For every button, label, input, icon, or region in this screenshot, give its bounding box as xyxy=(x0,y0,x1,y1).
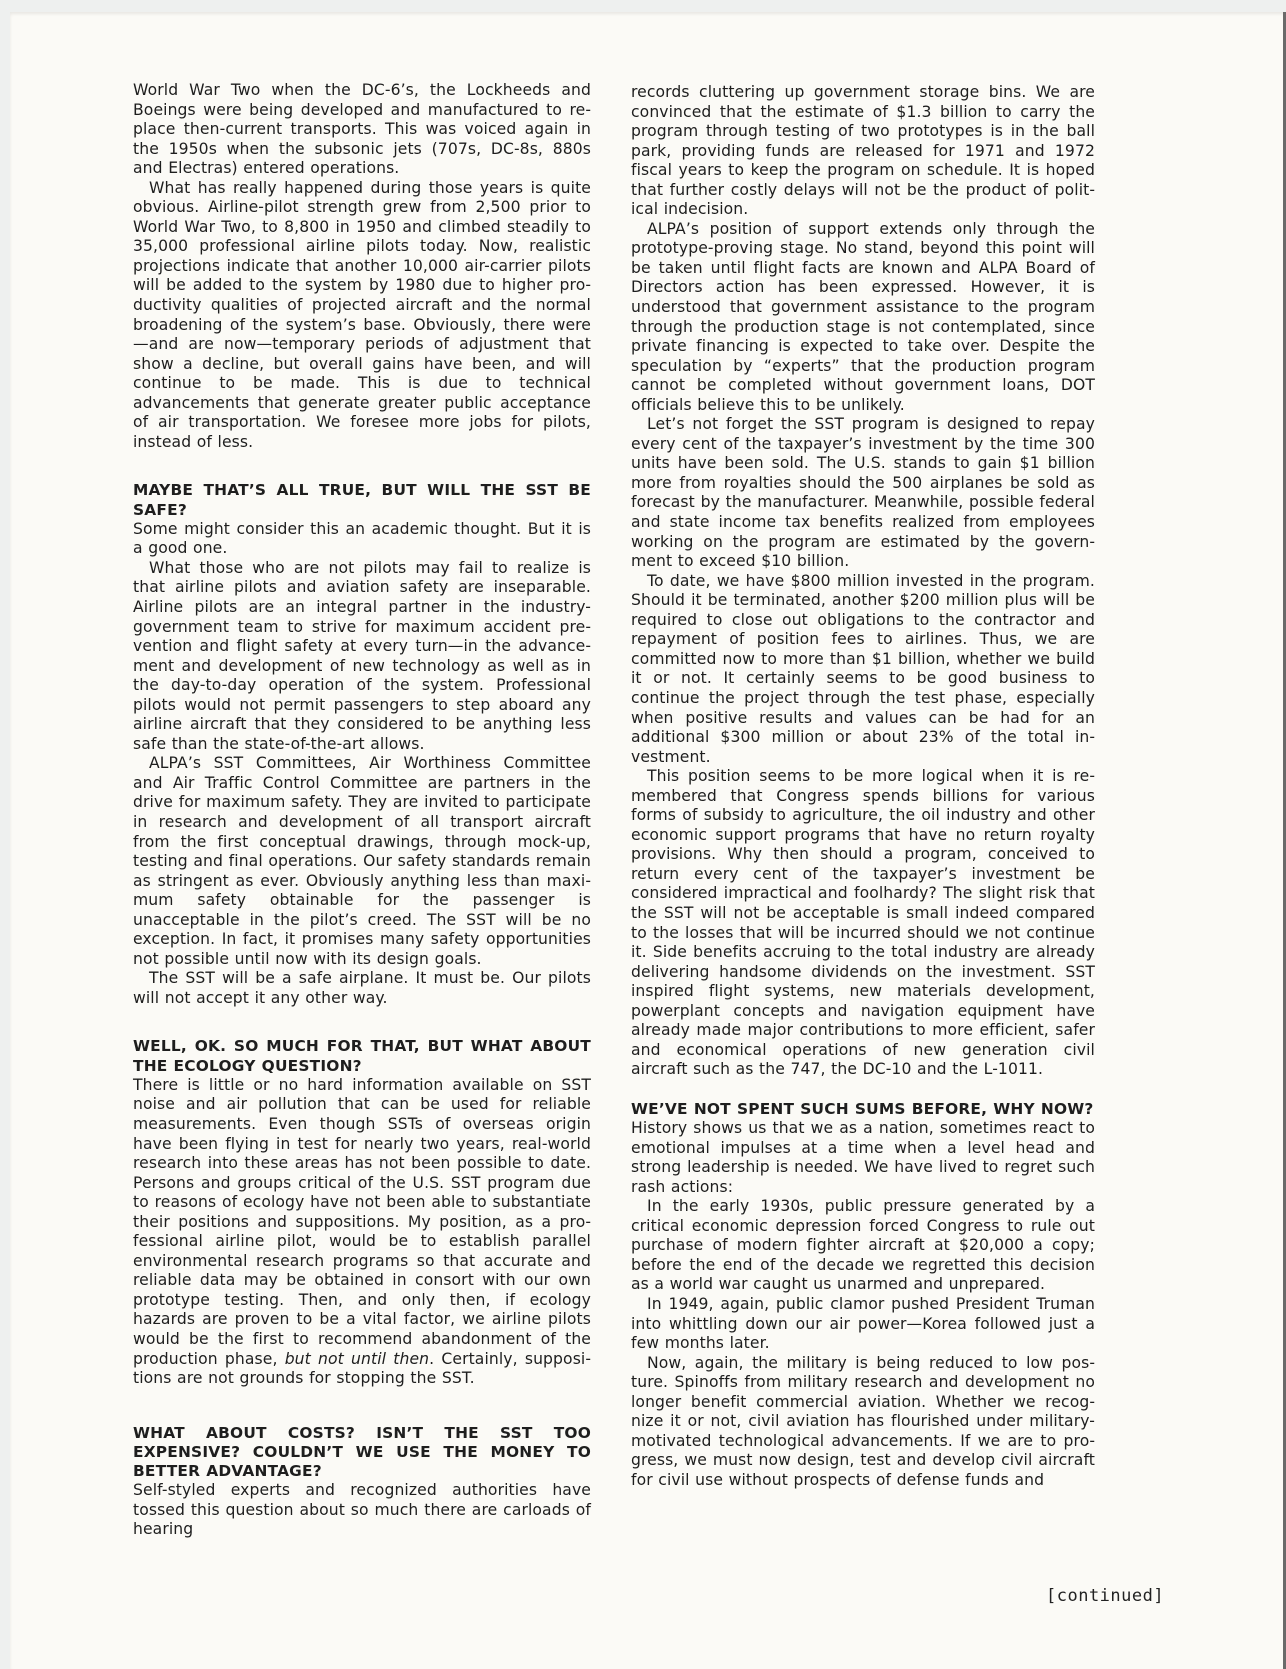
paragraph: In 1949, again, public clamor pushed President Truman into whittling down our air power—Korea followed just a few months later. xyxy=(631,1295,1095,1353)
section-heading-why-now: WE’VE NOT SPENT SUCH SUMS BEFORE, WHY NOW? xyxy=(631,1099,1094,1118)
document-page xyxy=(10,12,1286,1669)
text-run: . Certainly, suppositions are not grounds for stopping the SST. xyxy=(133,1349,591,1388)
section-spacer xyxy=(133,1389,591,1424)
section-spacer xyxy=(631,1080,1095,1100)
paragraph: History shows us that we as a nation, sometimes react to emotional impulses at a time when a level head and strong leadership is needed. We have lived to regret such rash actions: xyxy=(631,1119,1095,1196)
continued-label: [continued] xyxy=(1046,1586,1165,1606)
section-heading-safety: MAYBE THAT’S ALL TRUE, BUT WILL THE SST BE SAFE? xyxy=(133,481,591,519)
paragraph: Now, again, the military is being reduced to low posture. Spinoffs from military research and development no longer benefit commercial aviation. Whether we recognize it or not, civil aviation has flourished under military-motivated technological advancements. If we are to progress, we must now design, test and develop civil aircraft for civil use without prospects of defense funds and xyxy=(631,1353,1095,1489)
section-spacer xyxy=(133,1008,591,1037)
paragraph: Let’s not forget the SST program is designed to repay every cent of the taxpayer’s investment by the time 300 units have been sold. The U.S. stands to gain $1 billion more from royalties should the 500 airplanes be sold as forecast by the manufacturer. Meanwhile, possible federal and state income tax benefits realized from employees working on the program are estimated by the government to exceed $10 billion. xyxy=(631,415,1095,571)
text-run: There is little or no hard information available on SST noise and air pollution that can be used for reliable measurements. Even though SSTs of overseas origin have been flying in test for nearly two years, real-world research into these areas has not been possible to date. Persons and groups critical of the U.S. SST program due to reasons of ecology have not been able to substantiate their positions and suppositions. My position, as a professional airline pilot, would be to establish parallel environmental research programs so that accurate and reliable data may be obtained in consort with our own prototype testing. Then, and only then, if ecology hazards are proven to be a vital factor, we airline pilots would be the first to recommend abandonment of the production phase, xyxy=(133,1075,591,1368)
paragraph: ALPA’s SST Committees, Air Worthiness Committee and Air Traffic Control Committee are partners in the drive for maximum safety. They are invited to participate in research and development of all transport aircraft from the first conceptual drawings, through mock-up, testing and final operations. Our safety standards remain as stringent as ever. Obviously anything less than maximum safety obtainable for the passenger is unacceptable in the pilot’s creed. The SST will be no exception. In fact, it promises many safety opportunities not possible until now with its design goals. xyxy=(133,754,591,968)
paragraph xyxy=(133,1076,591,1389)
section-heading-ecology: WELL, OK. SO MUCH FOR THAT, BUT WHAT ABOUT THE ECOLOGY QUESTION? xyxy=(133,1037,591,1075)
paragraph: What has really happened during those years is quite obvious. Airline-pilot strength grew from 2,500 prior to World War Two, to 8,800 in 1950 and climbed steadily to 35,000 professional airline pilots today. Now, realistic projections indicate that another 10,000 air-carrier pilots will be added to the system by 1980 due to higher productivity qualities of projected aircraft and the normal broadening of the system’s base. Obviously, there were—and are now—temporary periods of adjustment that show a decline, but overall gains have been, and will continue to be made. This is due to technical advancements that generate greater public acceptance of air transportation. We foresee more jobs for pilots, instead of less. xyxy=(133,178,591,451)
paragraph: To date, we have $800 million invested in the program. Should it be terminated, another $200 million plus will be required to close out obligations to the contractor and repayment of position fees to airlines. Thus, we are committed now to more than $1 billion, whether we build it or not. It certainly seems to be good business to continue the project through the test phase, especially when positive results and values can be had for an additional $300 million or about 23% of the total investment. xyxy=(631,571,1095,766)
paragraph: Some might consider this an academic thought. But it is a good one. xyxy=(133,519,591,558)
section-spacer xyxy=(133,452,591,481)
paragraph: ALPA’s position of support extends only through the prototype-proving stage. No stand, beyond this point will be taken until flight facts are known and ALPA Board of Directors action has been expressed. However, it is understood that government assistance to the program through the production stage is not contemplated, since private financing is expected to take over. Despite the speculation by “experts” that the production program cannot be completed without government loans, DOT officials believe this to be unlikely. xyxy=(631,219,1095,414)
left-column xyxy=(133,81,591,1540)
right-column xyxy=(631,83,1095,1490)
paragraph: records cluttering up government storage bins. We are convinced that the estimate of $1.3 billion to carry the program through testing of two prototypes is in the ball park, providing funds are released for 1971 and 1972 fiscal years to keep the program on schedule. It is hoped that further costly delays will not be the product of political indecision. xyxy=(631,83,1095,219)
paragraph: World War Two when the DC-6’s, the Lockheeds and Boeings were being developed and manufactured to replace then-current transports. This was voiced again in the 1950s when the subsonic jets (707s, DC-8s, 880s and Electras) entered operations. xyxy=(133,81,591,178)
paragraph: In the early 1930s, public pressure generated by a critical economic depression forced Congress to rule out purchase of modern fighter aircraft at $20,000 a copy; before the end of the decade we regretted this decision as a world war caught us unarmed and unprepared. xyxy=(631,1197,1095,1294)
section-heading-costs: WHAT ABOUT COSTS? ISN’T THE SST TOO EXPENSIVE? COULDN’T WE USE THE MONEY TO BETTER ADVANTAGE? xyxy=(133,1423,591,1481)
italic-emphasis: but not until then xyxy=(284,1349,430,1368)
paragraph: This position seems to be more logical when it is remembered that Congress spends billions for various forms of subsidy to agriculture, the oil industry and other economic support programs that have no return royalty provisions. Why then should a program, conceived to return every cent of the taxpayer’s investment be considered impractical and foolhardy? The slight risk that the SST will not be acceptable is small indeed compared to the losses that will be incurred should we not continue it. Side benefits accruing to the total industry are already delivering handsome dividends on the investment. SST inspired flight systems, new materials development, powerplant concepts and navigation equipment have already made major contributions to more efficient, safer and economical operations of new generation civil aircraft such as the 747, the DC-10 and the L-1011. xyxy=(631,767,1095,1079)
paragraph: The SST will be a safe airplane. It must be. Our pilots will not accept it any other way. xyxy=(133,969,591,1007)
paragraph: Self-styled experts and recognized authorities have tossed this question about so much there are carloads of hearing xyxy=(133,1481,591,1539)
paragraph: What those who are not pilots may fail to realize is that airline pilots and aviation safety are inseparable. Airline pilots are an integral partner in the industry-government team to strive for maximum accident prevention and flight safety at every turn—in the advancement and development of new technology as well as in the day-to-day operation of the system. Professional pilots would not permit passengers to step aboard any airline aircraft that they considered to be anything less safe than the state-of-the-art allows. xyxy=(133,558,591,753)
